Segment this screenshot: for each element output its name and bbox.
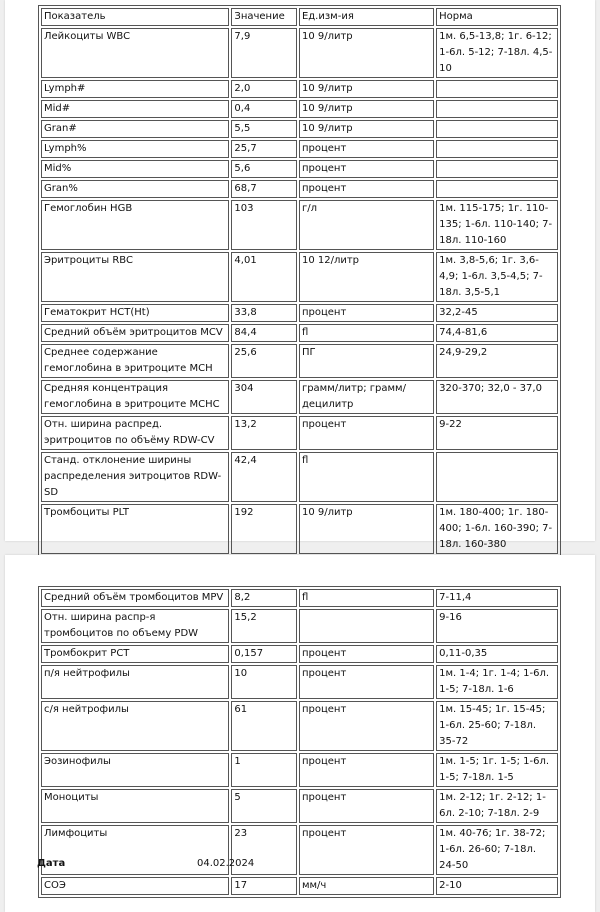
cell-value: 0,4 (231, 100, 297, 118)
results-table-page-1 (38, 5, 561, 557)
table-row (41, 665, 558, 699)
cell-unit: процент (299, 789, 434, 823)
cell-value: 5,5 (231, 120, 297, 138)
table-row (41, 753, 558, 787)
date-value: 04.02.2024 (197, 858, 255, 869)
cell-value: 25,7 (231, 140, 297, 158)
cell-unit: процент (299, 140, 434, 158)
cell-indicator: Средний объём эритроцитов MCV (41, 324, 229, 342)
table-row (41, 200, 558, 250)
table-row (41, 701, 558, 751)
cell-indicator: Лимфоциты (41, 825, 229, 875)
cell-norm: 74,4-81,6 (436, 324, 558, 342)
cell-unit: 10 9/литр (299, 120, 434, 138)
cell-value: 0,157 (231, 645, 297, 663)
cell-indicator: Mid% (41, 160, 229, 178)
cell-norm (436, 100, 558, 118)
cell-value: 7,9 (231, 28, 297, 78)
cell-indicator: с/я нейтрофилы (41, 701, 229, 751)
cell-indicator: Средняя концентрация гемоглобина в эритроците MCHC (41, 380, 229, 414)
table-row (41, 344, 558, 378)
table-row (41, 452, 558, 502)
cell-norm: 1м. 2-12; 1г. 2-12; 1-6л. 2-10; 7-18л. 2-9 (436, 789, 558, 823)
table-row (41, 380, 558, 414)
cell-unit: процент (299, 665, 434, 699)
cell-indicator: Gran# (41, 120, 229, 138)
table-header-row (41, 8, 558, 26)
cell-unit: 10 9/литр (299, 504, 434, 554)
header-unit: Ед.изм-ия (299, 8, 434, 26)
table-row (41, 304, 558, 322)
table-row (41, 877, 558, 895)
cell-norm: 1м. 15-45; 1г. 15-45; 1-6л. 25-60; 7-18л. 35-72 (436, 701, 558, 751)
cell-value: 15,2 (231, 609, 297, 643)
cell-unit (299, 609, 434, 643)
cell-value: 25,6 (231, 344, 297, 378)
cell-indicator: Тромбоциты PLT (41, 504, 229, 554)
cell-indicator: Gran% (41, 180, 229, 198)
cell-unit: мм/ч (299, 877, 434, 895)
table-row (41, 504, 558, 554)
cell-unit: fl (299, 452, 434, 502)
cell-indicator: Отн. ширина распред. эритроцитов по объёму RDW-CV (41, 416, 229, 450)
cell-value: 5 (231, 789, 297, 823)
cell-indicator: Mid# (41, 100, 229, 118)
header-norm: Норма (436, 8, 558, 26)
cell-unit: fl (299, 589, 434, 607)
cell-unit: 10 9/литр (299, 80, 434, 98)
cell-indicator: Станд. отклонение ширины распределения эитроцитов RDW-SD (41, 452, 229, 502)
cell-value: 13,2 (231, 416, 297, 450)
cell-norm (436, 140, 558, 158)
header-value: Значение (231, 8, 297, 26)
cell-norm: 1м. 1-4; 1г. 1-4; 1-6л. 1-5; 7-18л. 1-6 (436, 665, 558, 699)
table-row (41, 645, 558, 663)
cell-value: 17 (231, 877, 297, 895)
cell-value: 1 (231, 753, 297, 787)
table-row (41, 789, 558, 823)
date-row (37, 856, 575, 872)
cell-indicator: Гемоглобин HGB (41, 200, 229, 250)
cell-value: 61 (231, 701, 297, 751)
cell-value: 192 (231, 504, 297, 554)
cell-norm: 1м. 180-400; 1г. 180-400; 1-6л. 160-390; 7-18л. 160-380 (436, 504, 558, 554)
cell-norm: 1м. 40-76; 1г. 38-72; 1-6л. 26-60; 7-18л. 24-50 (436, 825, 558, 875)
cell-value: 68,7 (231, 180, 297, 198)
cell-indicator: Lymph# (41, 80, 229, 98)
cell-unit: процент (299, 701, 434, 751)
cell-indicator: Лейкоциты WBC (41, 28, 229, 78)
table-row (41, 28, 558, 78)
cell-value: 84,4 (231, 324, 297, 342)
header-indicator: Показатель (41, 8, 229, 26)
cell-norm (436, 120, 558, 138)
cell-norm (436, 80, 558, 98)
cell-value: 33,8 (231, 304, 297, 322)
cell-unit: г/л (299, 200, 434, 250)
cell-unit: процент (299, 304, 434, 322)
cell-norm: 320-370; 32,0 - 37,0 (436, 380, 558, 414)
cell-unit: fl (299, 324, 434, 342)
cell-value: 5,6 (231, 160, 297, 178)
cell-norm: 2-10 (436, 877, 558, 895)
cell-indicator: Гематокрит HCT(Ht) (41, 304, 229, 322)
cell-indicator: Отн. ширина распр-я тромбоцитов по объему PDW (41, 609, 229, 643)
cell-indicator: Моноциты (41, 789, 229, 823)
cell-value: 42,4 (231, 452, 297, 502)
table-row (41, 140, 558, 158)
table-row (41, 120, 558, 138)
results-table-page-2 (38, 586, 561, 898)
cell-indicator: Эозинофилы (41, 753, 229, 787)
cell-norm: 7-11,4 (436, 589, 558, 607)
table-row (41, 609, 558, 643)
cell-indicator: СОЭ (41, 877, 229, 895)
cell-unit: грамм/литр; грамм/децилитр (299, 380, 434, 414)
table-row (41, 589, 558, 607)
cell-value: 2,0 (231, 80, 297, 98)
cell-indicator: Эритроциты RBC (41, 252, 229, 302)
cell-norm: 1м. 3,8-5,6; 1г. 3,6-4,9; 1-6л. 3,5-4,5; 7-18л. 3,5-5,1 (436, 252, 558, 302)
cell-indicator: Тромбокрит PCT (41, 645, 229, 663)
cell-indicator: Среднее содержание гемоглобина в эритроците MCH (41, 344, 229, 378)
cell-indicator: Lymph% (41, 140, 229, 158)
date-label: Дата (37, 858, 66, 869)
cell-indicator: п/я нейтрофилы (41, 665, 229, 699)
cell-unit: 10 9/литр (299, 100, 434, 118)
cell-unit: 10 12/литр (299, 252, 434, 302)
cell-unit: ПГ (299, 344, 434, 378)
cell-norm (436, 180, 558, 198)
cell-unit: процент (299, 160, 434, 178)
cell-norm (436, 160, 558, 178)
cell-unit: процент (299, 645, 434, 663)
cell-unit: процент (299, 753, 434, 787)
cell-norm: 1м. 6,5-13,8; 1г. 6-12; 1-6л. 5-12; 7-18л. 4,5-10 (436, 28, 558, 78)
cell-value: 103 (231, 200, 297, 250)
cell-value: 10 (231, 665, 297, 699)
cell-norm: 24,9-29,2 (436, 344, 558, 378)
table-row (41, 160, 558, 178)
cell-norm: 1м. 115-175; 1г. 110-135; 1-6л. 110-140; 7-18л. 110-160 (436, 200, 558, 250)
cell-value: 8,2 (231, 589, 297, 607)
document-page-1 (5, 0, 595, 550)
cell-norm: 32,2-45 (436, 304, 558, 322)
cell-unit: процент (299, 825, 434, 875)
document-page-2 (5, 555, 595, 912)
cell-value: 23 (231, 825, 297, 875)
table-row (41, 80, 558, 98)
cell-norm: 9-16 (436, 609, 558, 643)
cell-norm: 1м. 1-5; 1г. 1-5; 1-6л. 1-5; 7-18л. 1-5 (436, 753, 558, 787)
cell-unit: 10 9/литр (299, 28, 434, 78)
table-row (41, 416, 558, 450)
cell-unit: процент (299, 180, 434, 198)
cell-norm: 9-22 (436, 416, 558, 450)
table-row (41, 180, 558, 198)
cell-unit: процент (299, 416, 434, 450)
cell-value: 4,01 (231, 252, 297, 302)
cell-norm (436, 452, 558, 502)
table-row (41, 252, 558, 302)
cell-indicator: Средний объём тромбоцитов MPV (41, 589, 229, 607)
table-row (41, 100, 558, 118)
table-row (41, 324, 558, 342)
cell-value: 304 (231, 380, 297, 414)
cell-norm: 0,11-0,35 (436, 645, 558, 663)
